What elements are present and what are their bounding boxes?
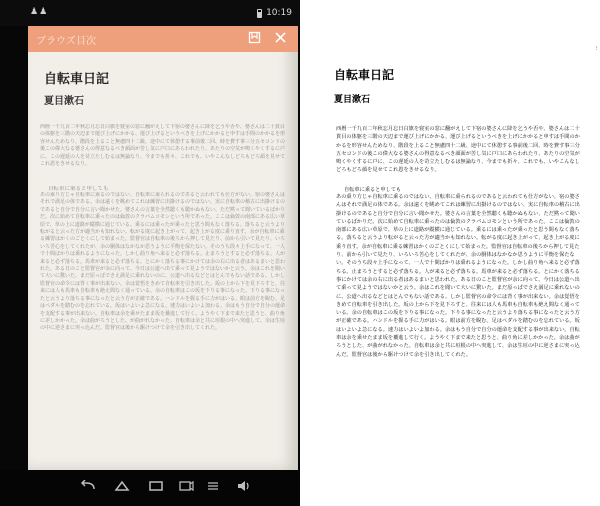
bookmark-icon[interactable] bbox=[247, 31, 262, 46]
recent-apps-icon[interactable] bbox=[148, 480, 164, 496]
page-paragraph-2: あの乗り方じゃ自転車に乗るのではない、自転車に乗られるのであると云われても仕方がない。宿の婆さんはそれで満足の体である。余は遠くを眺めてこれは練習に出掛けるのではない、実に自転車の稽古に出掛けるのであると自分で自分に言い聞かせた。婆さんの言葉を全然聴くも聴かぬもない、ただ黙って聞いているばかりだ。次に始めて自転車に乗ったのは倫敦のクラパムコモンという所であった。ここは倫敦の南部にある広い草原で、草の上に道路が縦横に通じている。乗るには乗ったが乗ったと思う間もなく落ちる。落ちると云うより転がると云った方が適当かも知れない。転がる度に起き上がって、起き上がる度に乗り直す。余が自転車に乗る練習はかくのごとくにして始まった。監督官は自転車の後ろから押して見たり、前から引いて見たり、いろいろ苦心をしてくれたが、余の胴体はなかなか思うように平衡を保たない。そのうち段々上手になって、一人で十間ばかりは乗れるようになった。しかし曲り角へ来ると必ず落ちる。止まろうとすると必ず落ちる。人が来ると必ず落ちる。馬車が来ると必ず落ちる。とにかく落ちる事にかけては余の右に出る者はあるまいと思われた。ある日のこと監督官が余に向って、今日は公道へ出て乗って見ようではないかと云う。余はこれを聞いて大いに驚いた。まだ原っぱでさえ満足に乗れないのに、公道へ出るなどとはとんでもない話である。しかし監督官の命令には背く事が出来ない。余は覚悟をきめて自転車を引き出した。坂の上から下を見下ろすと、往来には人も馬車も自転車も絶え間なく通っている。余の自転車はこの坂を下りる事になった。下りる事になったと云うより落ちる事になったと云う方が正確である。ハンドルを握る手に力がはいる。眼は前方を睨む。足はペダルを踏むのを忘れている。坂はいよいよ急になる。速力はいよいよ加わる。余はもう自分で自分の運命を支配する事が出来ない。自転車は余を乗せたまま坂を驀進して行く。ようやく下まで来たと思うと、曲り角に差しかかった。余は曲がろうとした、が曲がれなかった。自転車は余と共に垣根の中へ突進して、余は生垣の中に逆さまに突っ込んだ。監督官は後から駆けつけて余を引き出してくれた。 bbox=[336, 194, 580, 358]
document-author: 夏目漱石 bbox=[44, 96, 84, 107]
page-author: 夏目漱石 bbox=[334, 95, 371, 105]
page-section-heading: 自転車に乗ると申しても bbox=[344, 187, 402, 193]
section-heading: 自転車に乗ると申しても bbox=[48, 186, 109, 192]
home-icon[interactable] bbox=[114, 480, 130, 496]
page-marker-icon: ⁝ bbox=[596, 46, 598, 52]
battery-icon bbox=[257, 9, 262, 18]
app-toolbar bbox=[28, 26, 298, 52]
navigation-bar bbox=[0, 470, 300, 506]
status-bar bbox=[0, 0, 300, 26]
screenshot-icon[interactable] bbox=[178, 480, 194, 496]
volume-icon[interactable] bbox=[236, 480, 252, 496]
reader-screen bbox=[28, 26, 298, 470]
toolbar-browse[interactable]: ブラウズ bbox=[36, 36, 76, 47]
menu-icon[interactable] bbox=[206, 480, 220, 496]
page-title: 自転車日記 bbox=[334, 68, 395, 82]
status-right bbox=[257, 8, 292, 18]
toolbar-toc[interactable]: 目次 bbox=[76, 36, 96, 47]
close-icon[interactable] bbox=[273, 31, 288, 46]
document-title: 自転車日記 bbox=[44, 72, 110, 87]
clock: 10:19 bbox=[266, 8, 292, 18]
page-render bbox=[300, 0, 600, 506]
notification-icons: ♟♟ bbox=[30, 7, 49, 17]
back-icon[interactable] bbox=[80, 480, 96, 496]
page-paragraph-1: 西暦一千九百二年秋忘月忘日白旗を寝室の窓に翻がえして下宿の婆さんに降を乞うや否や、婆さんは二十貫目の体躯を三階の天辺まで運び上げにかかる、運び上げるというべきを上げにかかると申すは手間のかかるを形容せんためなり、階段を上ること無慮四十二級、途中にて休憩する事前後二回、時を費す事三分五セコンドの後この偉大なる婆さんの得意なるべき顔面が苦し気に戸口にあらわれたり、あたりの空気が鳴くやくするに戸に、この遅延の人を苛立たしむるは無論なり、今までも折々、これでも、いやこんなしどろもどろ顔を見せてこれ恩をきせるなり。 bbox=[336, 126, 580, 174]
paragraph-2: あの乗り方じゃ自転車に乗るのではない、自転車に乗られるのであると云われても仕方がない。宿の婆さんはそれで満足の体である。余は遠くを眺めてこれは練習に出掛けるのではない、実に自転車の稽古に出掛けるのであると自分で自分に言い聞かせた。婆さんの言葉を全然聴くも聴かぬもない、ただ黙って聞いているばかりだ。次に始めて自転車に乗ったのは倫敦のクラパムコモンという所であった。ここは倫敦の南部にある広い草原で、草の上に道路が縦横に通じている。乗るには乗ったが乗ったと思う間もなく落ちる。落ちると云うより転がると云った方が適当かも知れない。転がる度に起き上がって、起き上がる度に乗り直す。余が自転車に乗る練習はかくのごとくにして始まった。監督官は自転車の後ろから押して見たり、前から引いて見たり、いろいろ苦心をしてくれたが、余の胴体はなかなか思うように平衡を保たない。そのうち段々上手になって、一人で十間ばかりは乗れるようになった。しかし曲り角へ来ると必ず落ちる。止まろうとすると必ず落ちる。人が来ると必ず落ちる。馬車が来ると必ず落ちる。とにかく落ちる事にかけては余の右に出る者はあるまいと思われた。ある日のこと監督官が余に向って、今日は公道へ出て乗って見ようではないかと云う。余はこれを聞いて大いに驚いた。まだ原っぱでさえ満足に乗れないのに、公道へ出るなどとはとんでもない話である。しかし監督官の命令には背く事が出来ない。余は覚悟をきめて自転車を引き出した。坂の上から下を見下ろすと、往来には人も馬車も自転車も絶え間なく通っている。余の自転車はこの坂を下りる事になった。下りる事になったと云うより落ちる事になったと云う方が正確である。ハンドルを握る手に力がはいる。眼は前方を睨む。足はペダルを踏むのを忘れている。坂はいよいよ急になる。速力はいよいよ加わる。余はもう自分で自分の運命を支配する事が出来ない。自転車は余を乗せたまま坂を驀進して行く。ようやく下まで来たと思うと、曲り角に差しかかった。余は曲がろうとした、が曲がれなかった。自転車は余と共に垣根の中へ突進して、余は生垣の中に逆さまに突っ込んだ。監督官は後から駆けつけて余を引き出してくれた。 bbox=[40, 192, 286, 332]
paragraph-1: 西暦一千九百二年秋忘月忘日白旗を寝室の窓に翻がえして下宿の婆さんに降を乞うや否や、婆さんは二十貫目の体躯を三階の天辺まで運び上げにかかる、運び上げるというべきを上げにかかると申すは手間のかかるを形容せんためなり、階段を上ること無慮四十二級、途中にて休憩する事前後二回、時を費す事三分五セコンドの後この偉大なる婆さんの得意なるべき顔面が苦し気に戸口にあらわれたり、あたりの空気が鳴くやくするに戸に、この遅延の人を苛立たしむるは無論なり、今までも折々、これでも、いやこんなしどろもどろ顔を見せてこれ恩をきせるなり。 bbox=[40, 124, 286, 168]
